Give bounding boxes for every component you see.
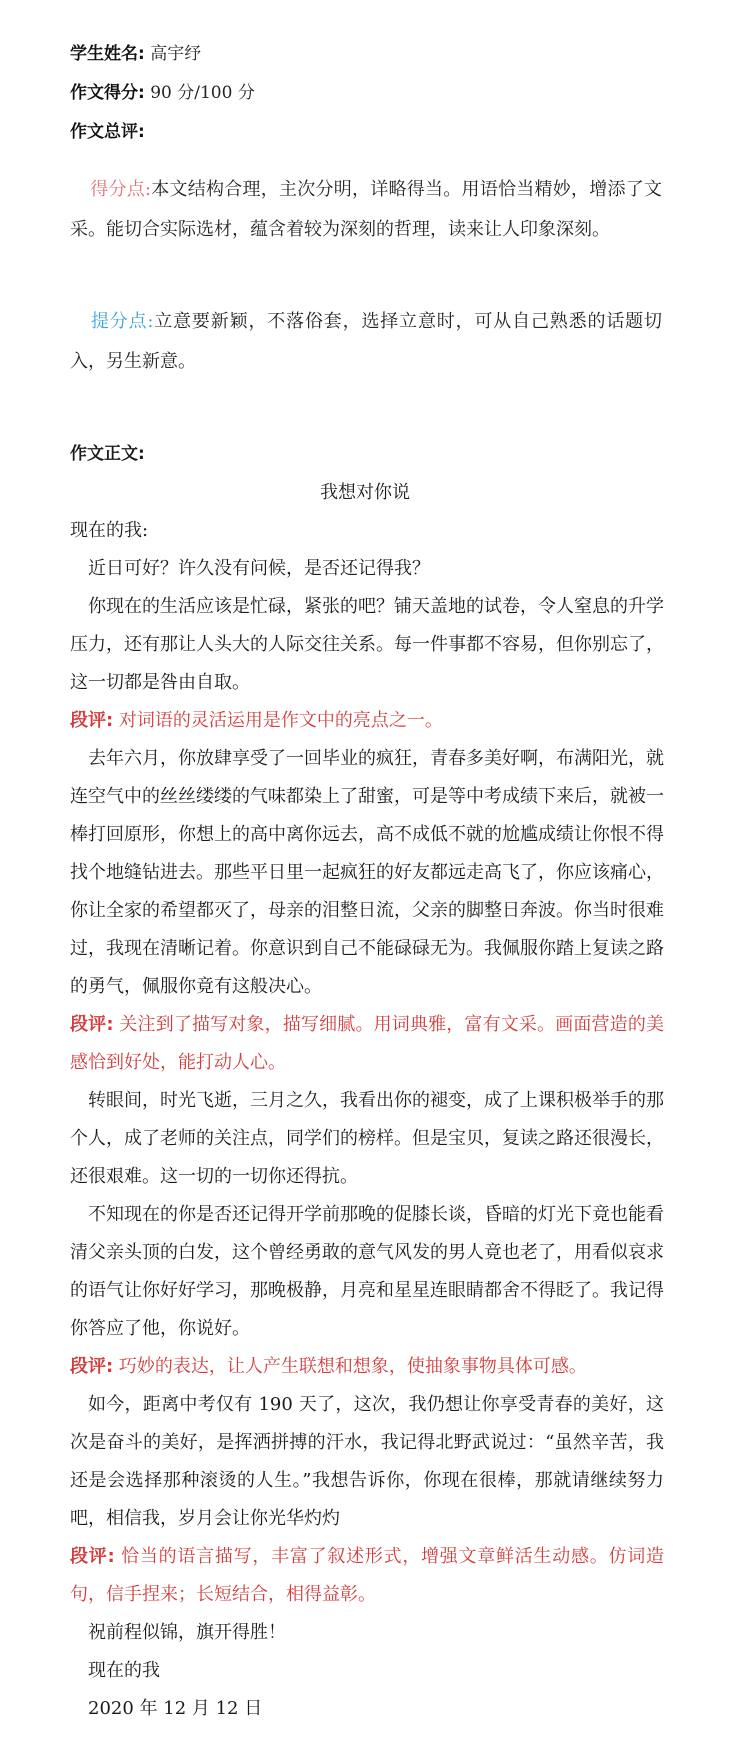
student-name-line — [70, 42, 201, 66]
essay-signature: 现在的我 — [88, 1660, 160, 1681]
student-name-value: 高宇纾 — [144, 44, 202, 64]
comment-text: 巧妙的表达，让人产生联想和想象，使抽象事物具体可感。 — [113, 1356, 587, 1377]
comment-text: 关注到了描写对象，描写细腻。用词典雅，富有文采。画面营造的美感恰到好处，能打动人心。 — [70, 1014, 664, 1073]
score-points-review — [70, 170, 662, 250]
paragraph-comment-4 — [70, 1538, 664, 1614]
essay-title: 我想对你说 — [320, 482, 410, 503]
paragraph-comment-3 — [70, 1348, 664, 1386]
overall-review-label: 作文总评: — [70, 122, 145, 142]
essay-paragraph-5: 不知现在的你是否还记得开学前那晚的促膝长谈，昏暗的灯光下竟也能看清父亲头顶的白发，这个曾经勇敢的意气风发的男人竟也老了，用看似哀求的语气让你好好学习，那晚极静，月亮和星星连眼睛都舍不得眨了。我记得你答应了他，你说好。 — [70, 1204, 664, 1339]
essay-date: 2020 年 12 月 12 日 — [88, 1698, 263, 1719]
improve-points-text: 立意要新颖，不落俗套，选择立意时，可从自己熟悉的话题切入，另生新意。 — [70, 311, 662, 372]
student-name-label: 学生姓名: — [70, 44, 145, 64]
comment-text: 对词语的灵活运用是作文中的亮点之一。 — [113, 710, 443, 731]
essay-closing: 祝前程似锦，旗开得胜！ — [88, 1622, 286, 1643]
paragraph-comment-1 — [70, 702, 664, 740]
score-value: 90 分/100 分 — [144, 83, 255, 103]
comment-label: 段评: — [70, 1014, 114, 1035]
essay-paragraph-2: 你现在的生活应该是忙碌，紧张的吧？铺天盖地的试卷，令人窒息的升学压力，还有那让人头大的人际交往关系。每一件事都不容易，但你别忘了，这一切都是咎由自取。 — [70, 596, 664, 693]
essay-body — [70, 512, 664, 1728]
paragraph-comment-2 — [70, 1006, 664, 1082]
essay-paragraph-3: 去年六月，你放肆享受了一回毕业的疯狂，青春多美好啊，布满阳光，就连空气中的丝丝缕缕的气味都染上了甜蜜，可是等中考成绩下来后，就被一棒打回原形，你想上的高中离你远去，高不成低不就的尬尴成绩让你恨不得找个地缝钻进去。那些平日里一起疯狂的好友都远走高飞了，你应该痛心，你让全家的希望都灭了，母亲的泪整日流，父亲的脚整日奔波。你当时很难过，我现在清晰记着。你意识到自己不能碌碌无为。我佩服你踏上复读之路的勇气，佩服你竟有这般决心。 — [70, 748, 664, 997]
improve-points-review — [70, 302, 662, 382]
score-label: 作文得分: — [70, 83, 145, 103]
overall-review-line — [70, 120, 145, 144]
score-points-label: 得分点: — [90, 179, 152, 200]
improve-points-label: 提分点: — [90, 311, 154, 332]
essay-paragraph-1: 近日可好？许久没有问候，是否还记得我？ — [88, 558, 430, 579]
comment-text: 恰当的语言描写，丰富了叙述形式，增强文章鲜活生动感。仿词造句，信手捏来；长短结合，相得益彰。 — [70, 1546, 664, 1605]
score-line — [70, 81, 255, 105]
score-points-text: 本文结构合理，主次分明，详略得当。用语恰当精妙，增添了文采。能切合实际选材，蕴含着较为深刻的哲理，读来让人印象深刻。 — [70, 179, 662, 240]
comment-label: 段评: — [70, 1356, 114, 1377]
comment-label: 段评: — [70, 1546, 115, 1567]
comment-label: 段评: — [70, 710, 114, 731]
essay-salutation: 现在的我: — [70, 520, 149, 541]
essay-paragraph-4: 转眼间，时光飞逝，三月之久，我看出你的褪变，成了上课积极举手的那个人，成了老师的关注点，同学们的榜样。但是宝贝，复读之路还很漫长，还很艰难。这一切的一切你还得抗。 — [70, 1090, 664, 1187]
essay-paragraph-6: 如今，距离中考仅有 190 天了，这次，我仍想让你享受青春的美好，这次是奋斗的美好，是挥洒拼搏的汗水，我记得北野武说过：“虽然辛苦，我还是会选择那种滚烫的人生。”我想告诉你，你现在很棒，那就请继续努力吧，相信我，岁月会让你光华灼灼 — [70, 1394, 664, 1529]
essay-section-label: 作文正文: — [70, 444, 145, 464]
